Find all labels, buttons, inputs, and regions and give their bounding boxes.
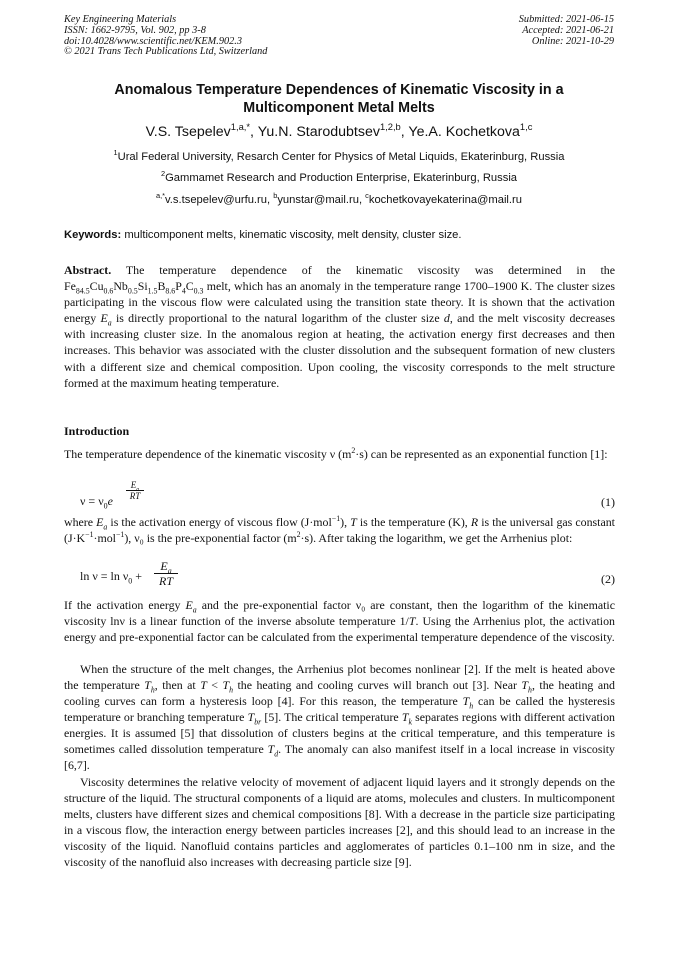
abstract-text: is directly proportional to the natural logarithm of the cluster size xyxy=(115,311,440,326)
abstract-text: melt, which has an anomaly in the temperature range 1700–1900 K. The cluster sizes participating in the viscous flow were calculated using the transition state theory. It is shown that the activation energy xyxy=(64,279,615,326)
author-emails: $^{a,*}$v.s.tsepelev@urfu.ru, $^b$yunstar@mail.ru, $^c$kochetkovayekaterina@mail.ru xyxy=(156,190,522,206)
intro-paragraph: The temperature dependence of the kinematic viscosity ν $(m^2\cdot s)$ can be represented as an exponential function [1]: xyxy=(64,445,608,461)
equation-lhs: $\nu = \nu_0e$ xyxy=(80,494,113,511)
email-link[interactable]: kochetkovayekaterina@mail.ru xyxy=(368,194,522,206)
equation-1 xyxy=(80,482,615,514)
email-link[interactable]: yunstar@mail.ru xyxy=(277,194,359,206)
keywords xyxy=(64,228,616,242)
journal-name: Key Engineering Materials xyxy=(64,14,177,25)
equation-exponent: $\frac{E_a}{RT}$ xyxy=(126,480,144,501)
author-marks: 1,2,b xyxy=(379,121,401,132)
affiliation-1 xyxy=(40,147,638,164)
paper-title: Anomalous Temperature Dependences of Kinematic Viscosity in a Multicomponent Metal Melts xyxy=(114,82,564,116)
email-mark: c xyxy=(365,190,369,200)
author-name: Ye.A. Kochetkova xyxy=(408,124,520,140)
author-marks: 1,a,* xyxy=(230,121,251,132)
keywords-label: Keywords: xyxy=(64,229,122,241)
author-list: V.S. Tsepelev$^{1,a,*}$, Yu.N. Starodubtsev$^{1,2,b}$, Ye.A. Kochetkova$^{1,c}$ xyxy=(145,121,533,140)
copyright-line: © 2021 Trans Tech Publications Ltd, Switzerland xyxy=(64,46,268,58)
equation-number: (1) xyxy=(601,495,615,509)
doi-line: doi:10.4028/www.scientific.net/KEM.902.3 xyxy=(64,35,242,47)
section-heading-introduction: Introduction xyxy=(64,424,130,438)
equation-lhs: $\ln \nu = \ln \nu_0$ + xyxy=(80,569,143,586)
intro-paragraph: When the structure of the melt changes, the Arrhenius plot becomes nonlinear [2]. If the melt is heated above the temperature $T_h$, then at $T < T_h$ the heating and cooling curves will branch out [3]. Near $T_h$, the heating and cooling curves can form a hysteresis loop [4]. For this reason, the temperature $T_h$ can be called the hysteresis temperature or branching temperature $T_{br}$ [5]. The critical temperature $T_k$ separates regions with different activation energies. It is assumed [5] that dissolution of clusters begins at the critical temperature, and this temperature is sometimes called dissolution temperature $T_d$. The anomaly can also manifest itself in a local increase in viscosity [6,7]. xyxy=(64,662,616,772)
intro-paragraph: where $E_a$ is the activation energy of viscous flow (J·mol$^{-1}$), T is the temperature (K), R is the universal gas constant $(J\cdot K^{-1}\cdot mol^{-1})$, ν₀ is the pre-exponential factor $(m^2\cdot s)$. After taking the logarithm, we get the Arrhenius plot: xyxy=(64,513,615,545)
abstract-label: Abstract. xyxy=(64,263,112,277)
online-date: Online: 2021-10-29 xyxy=(531,35,614,47)
affiliation-mark: 1 xyxy=(113,147,118,157)
affiliation-text: Gammamet Research and Production Enterprise, Ekaterinburg, Russia xyxy=(165,172,518,184)
email-link[interactable]: v.s.tsepelev@urfu.ru xyxy=(165,194,267,206)
intro-paragraph: Viscosity determines the relative velocity of movement of adjacent liquid layers and it strongly depends on the structure of the liquid. The structural components of a liquid are atoms, molecules and clusters. In multicomponent melts, clusters have different sizes and chemical compositions [8]. With a decrease in the particle size participating in a viscous flow, the interaction energy between particles increases [2], and this should lead to an increase in the viscosity of the liquid. Nanofluid contains particles and agglomerates of particles 0.1–100 nm in size, and the viscosity of the nanofluid also increases with decreasing particle size [9]. xyxy=(64,775,615,869)
journal-info xyxy=(64,15,394,58)
author-name: Yu.N. Starodubtsev xyxy=(257,124,380,140)
submitted-date: Submitted: 2021-06-15 xyxy=(518,14,614,25)
intro-paragraph: If the activation energy $E_a$ and the pre-exponential factor ν₀ are constant, then the logarithm of the kinematic viscosity lnν is a linear function of the inverse absolute temperature 1/T. Using the Arrhenius plot, the activation energy and pre-exponential factor can be calculated from the experimental temperature dependence of the viscosity. xyxy=(64,598,615,644)
abstract: Abstract. The temperature dependence of the kinematic viscosity was determined in the $Fe_{84.5}Cu_{0.6}Nb_{0.5}Si_{1.5}B_{8.6}P_4C_{0.3}$ melt, which has an anomaly in the temperature range 1700–1900 K. The cluster sizes participating in the viscous flow were calculated using the transition state theory. It is shown that the activation energy $E_a$ is directly proportional to the natural logarithm of the cluster size d, and the melt viscosity decreases with increasing cluster size. In the anomalous region at heating, the activation energy first decreases and then increases. This behavior was associated with the cluster dissolution and the subsequent formation of new clusters with a different size and chemical composition. Upon cooling, the viscosity corresponds to the melt structure formed at the maximum heating temperature. xyxy=(64,263,616,390)
email-mark: a,* xyxy=(156,190,166,200)
affiliation-mark: 2 xyxy=(160,168,166,178)
equation-2 xyxy=(80,556,615,596)
email-mark: b xyxy=(273,190,278,200)
issn-line: ISSN: 1662-9795, Vol. 902, pp 3-8 xyxy=(64,24,206,36)
alloy-formula: $Fe_{84.5}Cu_{0.6}Nb_{0.5}Si_{1.5}B_{8.6}P_4C_{0.3}$ xyxy=(64,279,204,296)
submission-dates xyxy=(374,15,614,47)
accepted-date: Accepted: 2021-06-21 xyxy=(522,24,614,36)
affiliation-2 xyxy=(40,168,638,185)
equation-number: (2) xyxy=(601,572,615,586)
affiliation-text: Ural Federal University, Resarch Center for Physics of Metal Liquids, Ekaterinburg, Russia xyxy=(117,151,565,163)
abstract-text: , and the melt viscosity decreases with increasing cluster size. In the anomalous region at heating, the activation energy first decreases and then increases. This behavior was associated with the cluster dissolution and the subsequent formation of new clusters with a different size and chemical composition. Upon cooling, the viscosity corresponds to the melt structure formed at the maximum heating temperature. xyxy=(64,311,615,390)
equation-fraction: $\frac{E_a}{RT}$ xyxy=(154,559,178,588)
abstract-text: The temperature dependence of the kinematic viscosity was determined in the xyxy=(125,263,616,277)
author-marks: 1,c xyxy=(519,121,533,132)
author-name: V.S. Tsepelev xyxy=(145,124,231,140)
keywords-text: multicomponent melts, kinematic viscosity, melt density, cluster size. xyxy=(124,229,462,241)
